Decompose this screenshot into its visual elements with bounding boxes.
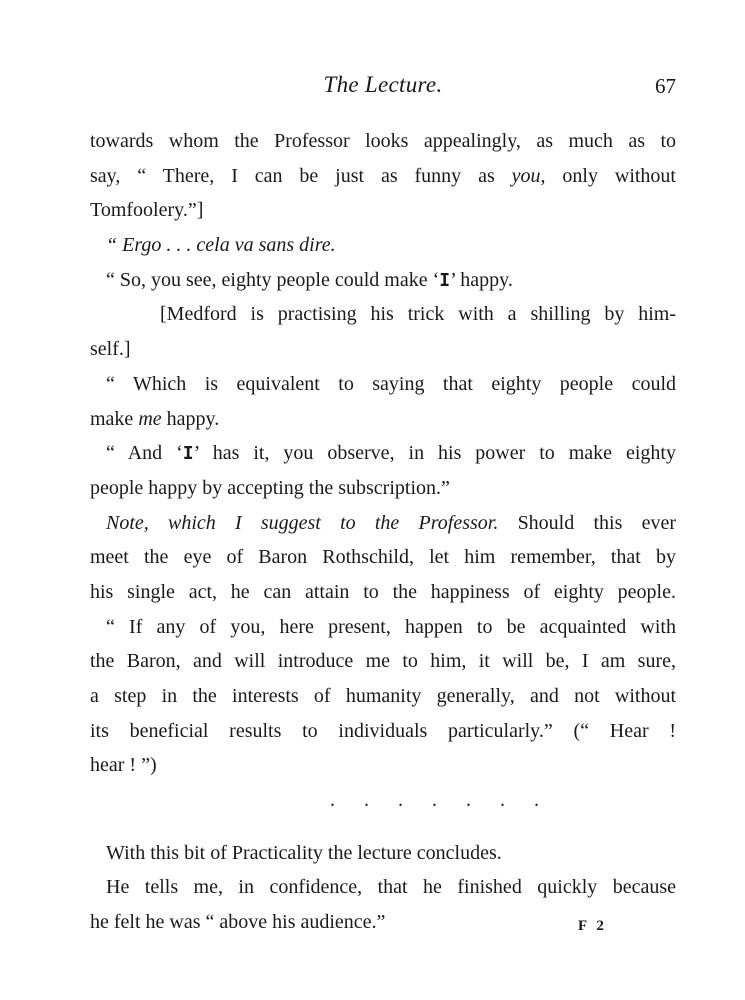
- text-line: “ And ‘I’ has it, you observe, in his power to make eighty: [106, 442, 676, 465]
- text-line: make me happy.: [90, 407, 220, 430]
- text-line: towards whom the Professor looks appealingly, as much as to: [90, 130, 676, 152]
- section-gap: [90, 818, 676, 836]
- text-line: “ Ergo . . . cela va sans dire.: [106, 234, 336, 257]
- text-line: He tells me, in confidence, that he finished quickly because: [106, 876, 676, 899]
- text-line: its beneficial results to individuals particularly.” (“ Hear !: [90, 719, 676, 742]
- text-line: meet the eye of Baron Rothschild, let him remember, that by: [90, 546, 676, 569]
- text-line: people happy by accepting the subscription.”: [90, 476, 450, 499]
- text-line: he felt he was “ above his audience.”: [90, 911, 386, 934]
- page-number: 67: [655, 74, 676, 98]
- text-line: “ Which is equivalent to saying that eighty people could: [106, 372, 676, 395]
- ellipsis-divider: . . . . . . .: [330, 789, 551, 812]
- text-line: his single act, he can attain to the happiness of eighty people.: [90, 580, 676, 603]
- text-line: “ So, you see, eighty people could make ‘I’ happy.: [106, 268, 513, 291]
- stage-direction: [Medford is practising his trick with a shilling by him-: [160, 303, 676, 326]
- running-title: The Lecture.: [323, 72, 443, 97]
- text-line: say, “ There, I can be just as funny as you, only without: [90, 164, 676, 187]
- text-line: “ If any of you, here present, happen to be acquainted with: [106, 615, 676, 638]
- text-line: the Baron, and will introduce me to him, it will be, I am sure,: [90, 650, 676, 673]
- signature-mark: F 2: [578, 918, 607, 934]
- text-line: With this bit of Practicality the lecture concludes.: [106, 841, 502, 864]
- page-header: [90, 72, 676, 102]
- text-line: hear ! ”): [90, 754, 157, 777]
- text-line: self.]: [90, 338, 131, 361]
- text-line: Tomfoolery.”]: [90, 199, 204, 222]
- text-line: Note, which I suggest to the Professor. Should this ever: [106, 511, 676, 534]
- body-text: [90, 124, 676, 940]
- text-line: a step in the interests of humanity generally, and not without: [90, 685, 676, 707]
